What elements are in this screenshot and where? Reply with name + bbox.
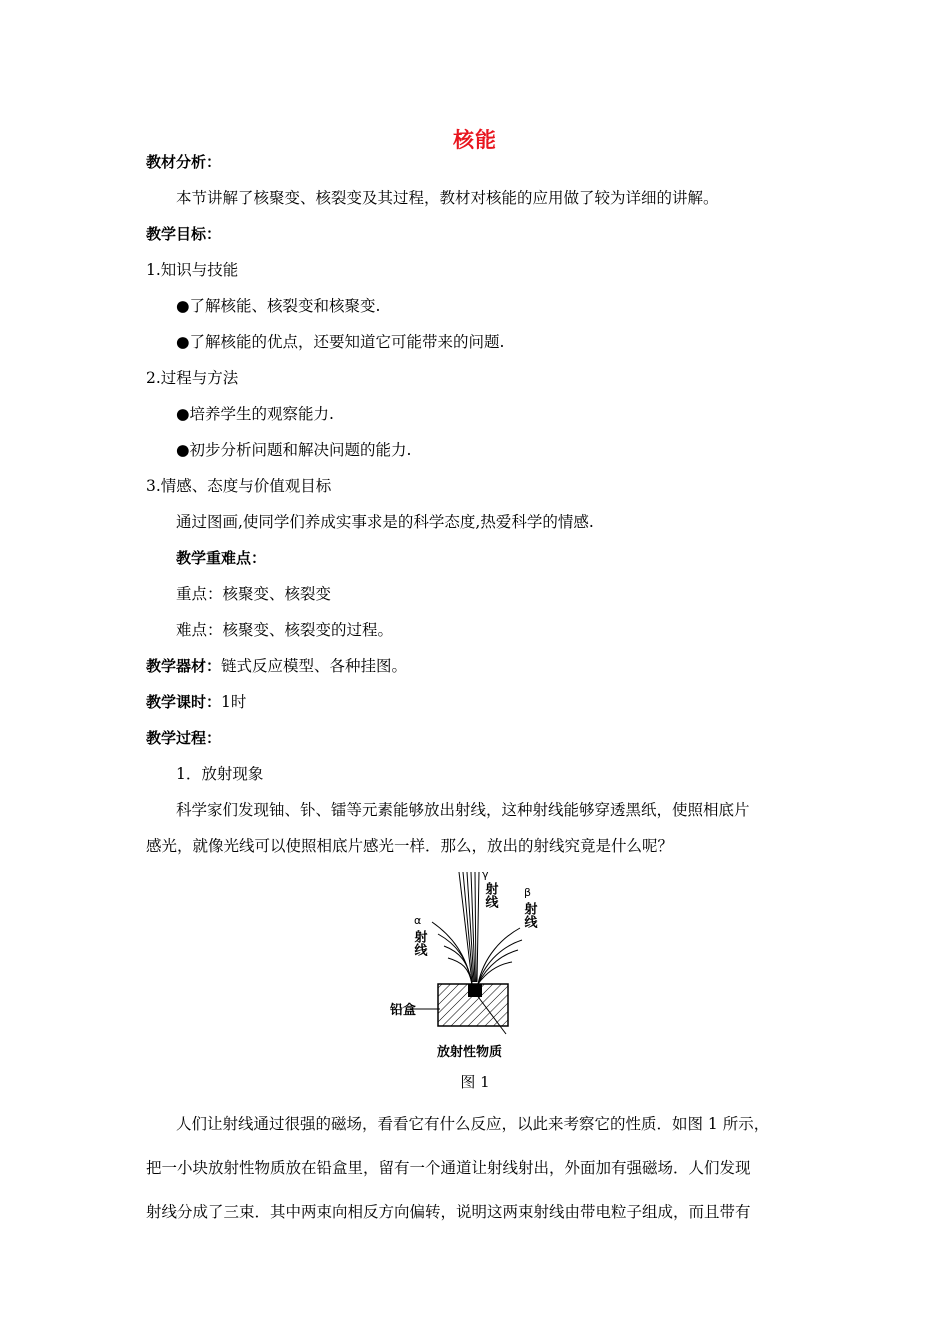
paragraph-line: 人们让射线通过很强的磁场，看看它有什么反应，以此来考察它的性质．如图 1 所示，	[176, 1115, 770, 1133]
goal-section-3: 3.情感、态度与价值观目标	[146, 477, 332, 495]
gamma-label: γ	[482, 868, 489, 881]
heading-key-points: 教学重难点：	[176, 549, 267, 567]
beta-label: β	[524, 886, 532, 899]
source-label: 放射性物质	[437, 1045, 503, 1060]
radiation-figure	[390, 866, 560, 1066]
alpha-label: α	[414, 914, 422, 927]
beta-ray-label: 射线	[521, 902, 537, 928]
paragraph-line: 感光，就像光线可以使照相底片感光一样．那么，放出的射线究竟是什么呢？	[146, 837, 674, 855]
goal-item: ●培养学生的观察能力.	[176, 405, 334, 423]
heading-analysis: 教材分析：	[146, 153, 222, 171]
heading-equipment: 教学器材：	[146, 657, 222, 675]
heading-goals: 教学目标：	[146, 225, 222, 243]
goal-item: ●了解核能、核裂变和核聚变.	[176, 297, 381, 315]
period-line	[146, 691, 246, 713]
equipment-line	[146, 655, 407, 677]
equipment-text: 链式反应模型、各种挂图。	[221, 657, 408, 675]
subheading-radiation: 1．放射现象	[176, 765, 264, 783]
key-point-line: 重点：核聚变、核裂变	[176, 585, 332, 603]
radioactive-source-shape	[468, 984, 482, 997]
difficulty-line: 难点：核聚变、核裂变的过程。	[176, 621, 394, 639]
goal-item: ●了解核能的优点，还要知道它可能带来的问题.	[176, 333, 505, 351]
paragraph-analysis: 本节讲解了核聚变、核裂变及其过程，教材对核能的应用做了较为详细的讲解。	[176, 189, 719, 207]
paragraph-line: 科学家们发现铀、钋、镭等元素能够放出射线，这种射线能够穿透黑纸，使照相底片	[176, 801, 750, 819]
gamma-ray-label: 射线	[482, 882, 498, 908]
heading-period: 教学课时：	[146, 693, 222, 711]
paragraph-line: 把一小块放射性物质放在铅盒里，留有一个通道让射线射出，外面加有强磁场．人们发现	[146, 1159, 751, 1177]
goal-section-1: 1.知识与技能	[146, 261, 239, 279]
figure-caption: 图 1	[460, 1073, 490, 1091]
paragraph-line: 射线分成了三束．其中两束向相反方向偏转，说明这两束射线由带电粒子组成，而且带有	[146, 1203, 751, 1221]
goal-item: ●初步分析问题和解决问题的能力.	[176, 441, 412, 459]
goal-item: 通过图画,使同学们养成实事求是的科学态度,热爱科学的情感.	[176, 513, 594, 531]
beta-rays	[478, 928, 522, 984]
gamma-rays	[459, 872, 479, 982]
period-text: 1时	[221, 693, 247, 711]
heading-process: 教学过程：	[146, 729, 222, 747]
document-title: 核能	[453, 128, 497, 152]
lead-box-label: 铅盒	[390, 1003, 417, 1018]
goal-section-2: 2.过程与方法	[146, 369, 239, 387]
alpha-ray-label: 射线	[411, 930, 427, 956]
